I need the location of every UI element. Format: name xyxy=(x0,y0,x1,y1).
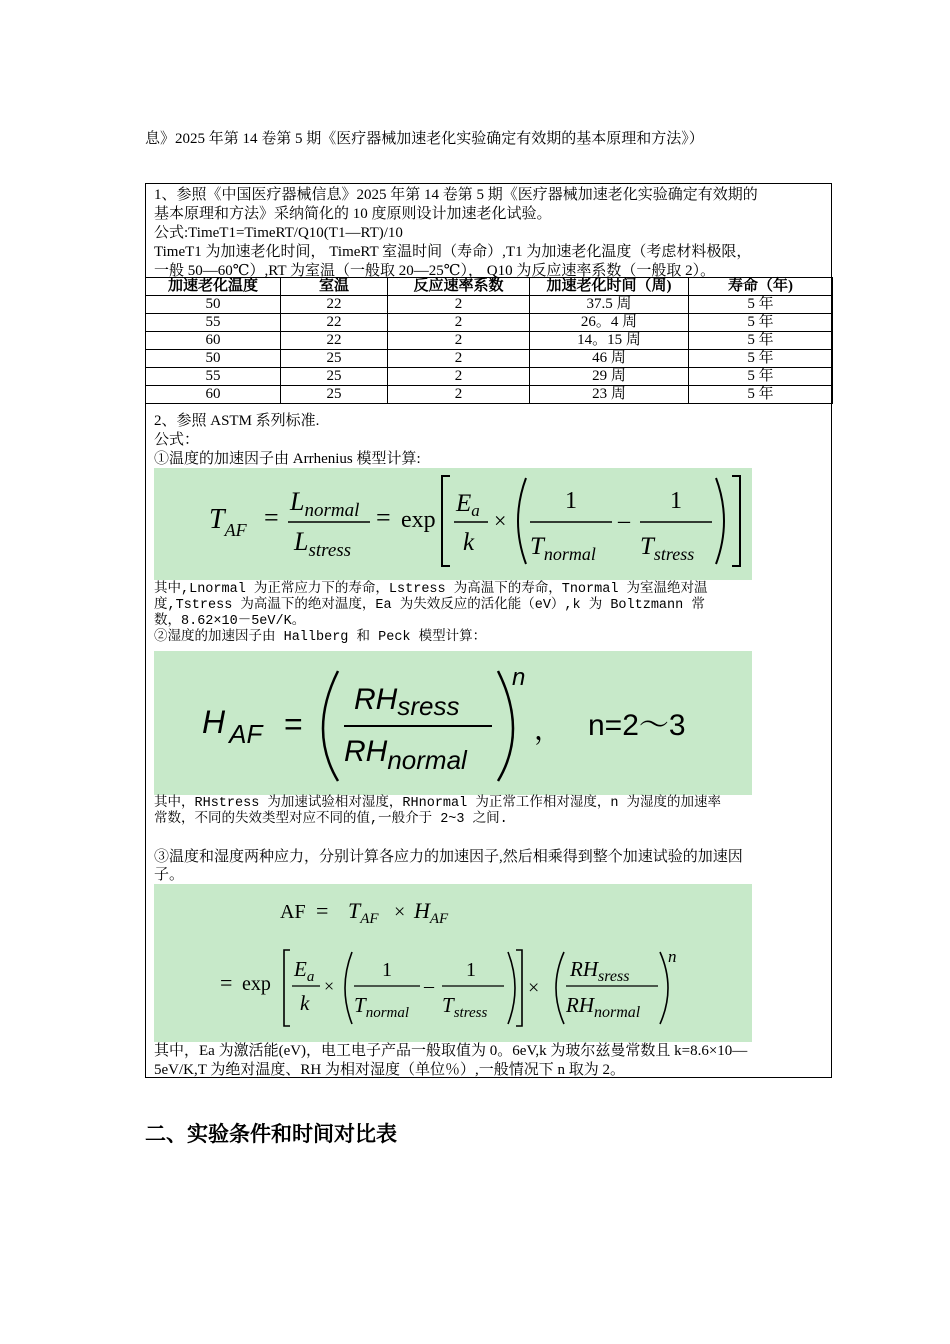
table-cell: 5 年 xyxy=(689,314,833,332)
table-cell: 37.5 周 xyxy=(530,296,689,314)
table-cell: 29 周 xyxy=(530,368,689,386)
item3 xyxy=(154,848,826,884)
note2-line: 常数，不同的失效类型对应不同的值,一般介于 2~3 之间. xyxy=(154,812,508,827)
f3-haf: $H_{AF}$ xyxy=(414,898,449,927)
f3-exp: exp xyxy=(242,973,271,995)
table-cell: 25 xyxy=(281,350,388,368)
table-cell: 2 xyxy=(388,350,530,368)
table-cell: 50 xyxy=(146,296,281,314)
table-cell: 60 xyxy=(146,332,281,350)
f1-times: × xyxy=(494,508,507,533)
f3-eq2: = xyxy=(220,970,233,995)
section2-title: 2、参照 ASTM 系列标准. xyxy=(154,413,320,429)
table-cell: 25 xyxy=(281,368,388,386)
table-cell: 14。15 周 xyxy=(530,332,689,350)
col-header: 寿命（年) xyxy=(689,278,833,296)
f1-eq: = xyxy=(264,503,279,532)
col-header: 加速老化温度 xyxy=(146,278,281,296)
table-cell: 2 xyxy=(388,314,530,332)
f1-tn: $T_{normal}$ xyxy=(530,533,596,564)
f3-ts: $T_{stress}$ xyxy=(442,993,488,1021)
note1-line: 度,Tstress 为高温下的绝对温度，Ea 为失效反应的活化能（eV）,k 为 Boltzmann 常 xyxy=(154,598,705,613)
f1-num: $L_{normal}$ xyxy=(290,487,360,521)
intro-line-2: 基本原理和方法》采纳简化的 10 度原则设计加速老化试验。 xyxy=(154,206,552,222)
note1-line: 其中,Lnormal 为正常应力下的寿命，Lstress 为高温下的寿命，Tnormal 为室温绝对温 xyxy=(154,582,708,597)
col-header: 加速老化时间（周) xyxy=(530,278,689,296)
f3-ea: $E_a$ xyxy=(294,957,315,985)
table-cell: 22 xyxy=(281,314,388,332)
table-cell: 25 xyxy=(281,386,388,404)
table-cell: 5 年 xyxy=(689,368,833,386)
f2-den: RHnormal xyxy=(344,735,467,775)
f2-pow: n xyxy=(512,664,526,691)
f3-one: 1 xyxy=(382,959,392,981)
formula-hallberg-peck xyxy=(154,651,752,795)
table-row xyxy=(146,332,833,350)
intro-line-1: 1、参照《中国医疗器械信息》2025 年第 14 卷第 5 期《医疗器械加速老化实验确定有效期的 xyxy=(154,187,758,203)
item3-line: ③温度和湿度两种应力，分别计算各应力的加速因子,然后相乘得到整个加速试验的加速因 xyxy=(154,849,743,865)
table-cell: 55 xyxy=(146,314,281,332)
section2-head xyxy=(154,412,826,469)
note2 xyxy=(154,796,826,828)
continued-reference-line: 息》2025 年第 14 卷第 5 期《医疗器械加速老化实验确定有效期的基本原理和方法》） xyxy=(145,131,704,147)
f1-one: 1 xyxy=(565,488,577,514)
table-cell: 5 年 xyxy=(689,332,833,350)
table-cell: 22 xyxy=(281,332,388,350)
f3-k: k xyxy=(300,991,310,1015)
f3-rh-num: $RH_{sress}$ xyxy=(570,957,630,985)
f3-rh-den: $RH_{normal}$ xyxy=(566,993,641,1021)
table-cell: 26。4 周 xyxy=(530,314,689,332)
section-heading: 二、实验条件和时间对比表 xyxy=(145,1122,397,1146)
formula-combined xyxy=(154,884,752,1042)
table-row xyxy=(146,314,833,332)
formula-label: 公式： xyxy=(154,432,200,448)
table-cell: 2 xyxy=(388,332,530,350)
note1-line: 数，8.62×10－5eV/K。 xyxy=(154,614,306,629)
f2-comma: ， xyxy=(534,714,563,745)
table-cell: 2 xyxy=(388,296,530,314)
col-header: 室温 xyxy=(281,278,388,296)
f3-times3: × xyxy=(528,977,540,999)
f1-lhs: $T_{AF}$ xyxy=(209,504,247,540)
f3-times2: × xyxy=(324,976,335,996)
item1-text: ①温度的加速因子由 Arrhenius 模型计算: xyxy=(154,451,421,467)
note1 xyxy=(154,582,826,646)
f1-one2: 1 xyxy=(670,488,682,514)
f3-taf: $T_{AF}$ xyxy=(348,898,379,927)
table-row xyxy=(146,296,833,314)
f3-times: × xyxy=(394,901,406,923)
table-cell: 55 xyxy=(146,368,281,386)
note3-line: 5eV/K,T 为绝对温度、RH 为相对湿度（单位％）,一般情况下 n 取为 2。 xyxy=(154,1062,625,1078)
table-cell: 2 xyxy=(388,368,530,386)
f3-pow: n xyxy=(668,947,677,966)
table-row xyxy=(146,350,833,368)
formula-line: 公式:TimeT1=TimeRT/Q10(T1—RT)/10 xyxy=(154,225,403,241)
f1-ea: $E_a$ xyxy=(456,490,480,520)
table-cell: 5 年 xyxy=(689,386,833,404)
table-cell: 60 xyxy=(146,386,281,404)
table-row xyxy=(146,368,833,386)
desc-line-2: 一般 50—60℃）,RT 为室温（一般取 20—25℃）， Q10 为反应速率系数（一般取 2）。 xyxy=(154,263,716,279)
f3-eq: = xyxy=(316,898,329,923)
table-cell: 50 xyxy=(146,350,281,368)
aging-table xyxy=(145,277,833,404)
table-cell: 2 xyxy=(388,386,530,404)
item2-text: ②湿度的加速因子由 Hallberg 和 Peck 模型计算： xyxy=(154,630,487,645)
table-cell: 46 周 xyxy=(530,350,689,368)
section1-intro xyxy=(154,186,826,281)
f3-tn: $T_{normal}$ xyxy=(354,993,410,1021)
f1-ts: $T_{stress}$ xyxy=(640,533,695,564)
table-cell: 5 年 xyxy=(689,296,833,314)
f1-k: k xyxy=(463,529,475,556)
table-row xyxy=(146,386,833,404)
desc-line-1: TimeT1 为加速老化时间， TimeRT 室温时间（寿命）,T1 为加速老化温度（考虑材料极限， xyxy=(154,244,752,260)
content-box xyxy=(145,183,832,1078)
item3-line: 子。 xyxy=(154,867,185,883)
f2-lhs: H $_{AF}$ xyxy=(202,704,263,749)
f3-one2: 1 xyxy=(466,959,476,981)
f3-minus: – xyxy=(424,975,434,997)
table-cell: 5 年 xyxy=(689,350,833,368)
note3 xyxy=(154,1042,826,1080)
f1-den: $L_{stress}$ xyxy=(294,527,352,561)
f1-minus: – xyxy=(618,508,630,534)
f2-eq: = xyxy=(284,706,303,742)
f1-exp: exp xyxy=(401,507,436,533)
note3-line: 其中，Ea 为激活能(eV)，电工电子产品一般取值为 0。6eV,k 为玻尔兹曼常数且 k=8.6×10— xyxy=(154,1043,748,1059)
note2-line: 其中，RHstress 为加速试验相对湿度，RHnormal 为正常工作相对湿度，n 为湿度的加速率 xyxy=(154,796,722,811)
table-header-row xyxy=(146,278,833,296)
f2-num: RHsress xyxy=(354,683,460,721)
table-cell: 22 xyxy=(281,296,388,314)
f3-af: AF xyxy=(280,901,306,923)
col-header: 反应速率系数 xyxy=(388,278,530,296)
formula-arrhenius xyxy=(154,468,752,580)
f2-range: n=2～3 xyxy=(588,709,686,742)
f1-eq2: = xyxy=(376,503,391,532)
table-cell: 23 周 xyxy=(530,386,689,404)
